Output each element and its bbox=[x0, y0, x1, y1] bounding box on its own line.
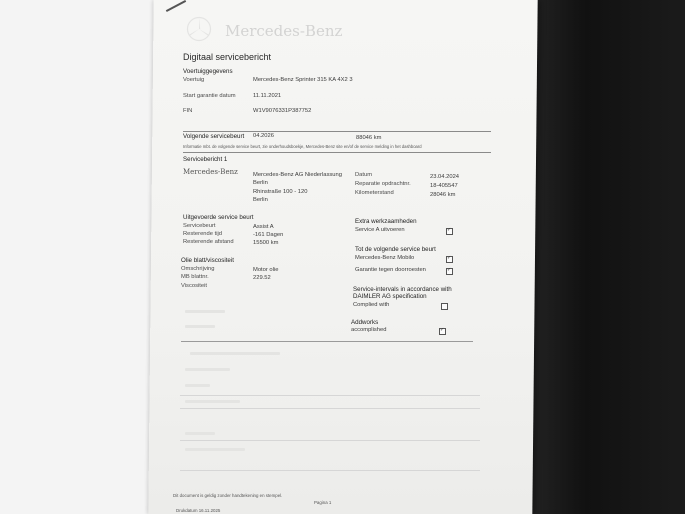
mercedes-star-icon bbox=[186, 16, 212, 42]
next-service-label: Volgende servicebeurt bbox=[183, 133, 245, 140]
repair-order-value: 18-405547 bbox=[430, 183, 458, 189]
date-label: Datum bbox=[355, 172, 373, 178]
until-next-heading: Tot de volgende service beurt bbox=[355, 246, 436, 253]
mb-sheet-value: 229.52 bbox=[253, 275, 271, 281]
divider bbox=[183, 152, 491, 153]
fin-label: FIN bbox=[183, 108, 193, 114]
rust-warranty-checkbox bbox=[446, 268, 453, 275]
intervals-heading-1: Service-intervals in accordance with bbox=[353, 286, 452, 293]
mobilo-checkbox bbox=[446, 256, 453, 263]
dealer-logo: Mercedes-Benz bbox=[183, 168, 238, 176]
fin-value: W1V9076331P387752 bbox=[253, 108, 312, 114]
extra-work-checkbox bbox=[446, 228, 453, 235]
remaining-distance-label: Resterende afstand bbox=[183, 239, 234, 245]
vehicle-heading: Voertuiggegevens bbox=[183, 68, 233, 75]
oil-heading: Olie blatt/viscositeit bbox=[181, 257, 234, 264]
brand-watermark: Mercedes-Benz bbox=[225, 22, 343, 40]
next-service-date: 04.2026 bbox=[253, 133, 274, 139]
complied-checkbox bbox=[441, 303, 448, 310]
until-next-item-mobilo: Mercedes-Benz Mobilo bbox=[355, 255, 415, 261]
next-service-km: 88046 km bbox=[356, 135, 382, 141]
footer-page: Pagina 1 bbox=[314, 500, 332, 505]
report-heading: Servicebericht 1 bbox=[183, 156, 228, 163]
performed-heading: Uitgevoerde service beurt bbox=[183, 214, 254, 221]
oil-description-value: Motor olie bbox=[253, 267, 279, 273]
dealer-street: Rhinstraße 100 - 120 bbox=[253, 189, 308, 195]
intervals-heading-2: DAIMLER AG specification bbox=[353, 293, 427, 300]
viscosity-label: Viscositeit bbox=[181, 283, 207, 289]
divider bbox=[181, 341, 473, 342]
remaining-time-label: Resterende tijd bbox=[183, 231, 222, 237]
mileage-label: Kilometerstand bbox=[355, 190, 394, 196]
dealer-name: Mercedes-Benz AG Niederlassung bbox=[253, 172, 342, 178]
vehicle-value: Mercedes-Benz Sprinter 315 KA 4X2 3 bbox=[253, 77, 353, 83]
addworks-checkbox bbox=[439, 328, 446, 335]
remaining-distance-value: 15500 km bbox=[253, 240, 279, 246]
date-value: 23.04.2024 bbox=[430, 174, 460, 180]
next-service-note: Informatie mbt. de volgende service beurt, zie onderhoudsboekje, Mercedes-Benz site en/of de service melding in het dashboard bbox=[183, 144, 422, 149]
vehicle-label: Voertuig bbox=[183, 77, 205, 83]
divider bbox=[183, 131, 491, 132]
dealer-city-2: Berlin bbox=[253, 197, 268, 203]
addworks-item: accomplished bbox=[351, 327, 387, 333]
mileage-value: 28046 km bbox=[430, 192, 456, 198]
until-next-item-rust: Garantie tegen doorroesten bbox=[355, 267, 426, 273]
service-label: Servicebeurt bbox=[183, 223, 216, 229]
addworks-heading: Addworks bbox=[351, 319, 379, 326]
repair-order-label: Reparatie opdrachtnr. bbox=[355, 181, 411, 187]
intervals-item: Complied with bbox=[353, 302, 390, 308]
dark-surface bbox=[520, 0, 685, 514]
oil-description-label: Omschrijving bbox=[181, 266, 215, 272]
footer-print-date: Drukdatum 16.11.2025 bbox=[176, 508, 221, 513]
warranty-start-value: 11.11.2021 bbox=[253, 93, 282, 99]
dealer-city: Berlin bbox=[253, 180, 268, 186]
warranty-start-label: Start garantie datum bbox=[183, 93, 236, 99]
remaining-time-value: -161 Dagen bbox=[253, 232, 284, 238]
extra-work-item: Service A uitvoeren bbox=[355, 227, 405, 233]
mb-sheet-label: MB blattnr. bbox=[181, 274, 209, 280]
extra-work-heading: Extra werkzaamheden bbox=[355, 218, 417, 225]
document-title: Digitaal servicebericht bbox=[183, 52, 272, 62]
service-value: Assist A bbox=[253, 224, 274, 230]
footer-disclaimer: Dit document is geldig zonder handtekening en stempel. bbox=[173, 493, 283, 498]
